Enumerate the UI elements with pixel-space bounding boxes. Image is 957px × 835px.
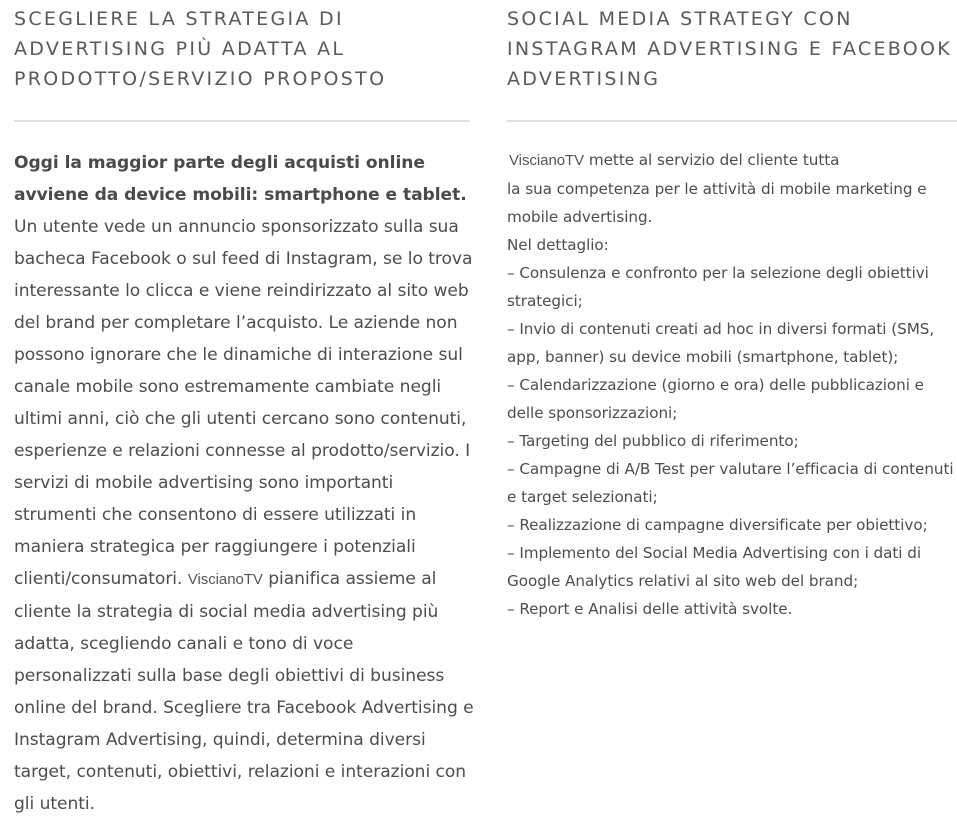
left-brand-name: ViscianoTV — [187, 571, 263, 588]
right-divider — [507, 120, 957, 122]
left-intro-bold: Oggi la maggior parte degli acquisti online avviene da device mobili: smartphone e tablet. — [14, 153, 467, 205]
right-list-item: – Targeting del pubblico di riferimento; — [507, 432, 799, 450]
left-column — [14, 0, 474, 814]
right-intro-line — [507, 146, 957, 175]
right-list-item: – Campagne di A/B Test per valutare l’efficacia di contenuti e target selezionati; — [507, 460, 954, 506]
right-heading: SOCIAL MEDIA STRATEGY CON INSTAGRAM ADVERTISING E FACEBOOK ADVERTISING — [507, 8, 953, 90]
right-list-item: – Report e Analisi delle attività svolte. — [507, 600, 793, 618]
right-column — [507, 0, 957, 618]
right-line: Nel dettaglio: — [507, 236, 609, 254]
left-body-part1: Un utente vede un annuncio sponsorizzato sulla sua bacheca Facebook o sul feed di Instagram, se lo trova interessante lo clicca e viene reindirizzato al sito web del brand per completare l’acquisto. Le aziende non possono ignorare che le dinamiche di interazione sul canale mobile sono estremamente cambiate negli ultimi anni, ciò che gli utenti cercano sono contenuti, esperienze e relazioni connesse al prodotto/servizio. I servizi di mobile advertising sono importanti strumenti che consentono di essere utilizzati in maniera strategica per raggiungere i potenziali clienti/consumatori. — [14, 217, 473, 589]
right-list-item: – Implemento del Social Media Advertising con i dati di Google Analytics relativi al sito web del brand; — [507, 544, 922, 590]
right-paragraph — [507, 146, 957, 623]
left-heading: SCEGLIERE LA STRATEGIA DI ADVERTISING PIÙ ADATTA AL PRODOTTO/SERVIZIO PROPOSTO — [14, 8, 387, 90]
left-divider — [14, 120, 470, 122]
right-intro-text: mette al servizio del cliente tutta — [584, 151, 840, 169]
right-brand-name: ViscianoTV — [509, 152, 585, 169]
left-paragraph — [14, 147, 476, 820]
right-line: la sua competenza per le attività di mobile marketing e mobile advertising. — [507, 180, 927, 226]
right-list-item: – Invio di contenuti creati ad hoc in diversi formati (SMS, app, banner) su device mobili (smartphone, tablet); — [507, 320, 935, 366]
right-list-item: – Calendarizzazione (giorno e ora) delle pubblicazioni e delle sponsorizzazioni; — [507, 376, 924, 422]
right-list-item: – Realizzazione di campagne diversificate per obiettivo; — [507, 516, 928, 534]
right-list-item: – Consulenza e confronto per la selezione degli obiettivi strategici; — [507, 264, 929, 310]
left-body-part2: pianifica assieme al cliente la strategia di social media advertising più adatta, scegliendo canali e tono di voce personalizzati sulla base degli obiettivi di business online del brand. Scegliere tra Facebook Advertising e Instagram Advertising, quindi, determina diversi target, contenuti, obiettivi, relazioni e interazioni con gli utenti. — [14, 569, 474, 814]
